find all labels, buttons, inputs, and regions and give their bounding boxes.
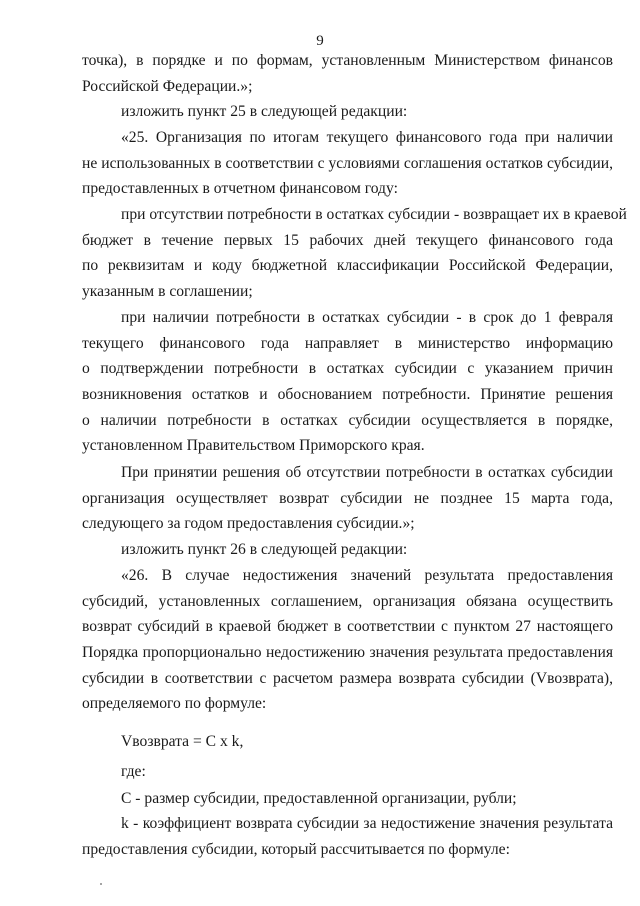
page-number: 9 [316, 33, 324, 49]
text-line: о подтверждении потребности в остатках субсидии с указанием причин [82, 360, 613, 377]
text-line: точка), в порядке и по формам, установленным Министерством финансов [82, 52, 613, 69]
text-line: бюджет в течение первых 15 рабочих дней текущего финансового года [82, 232, 613, 249]
text-line: возврат субсидий в краевой бюджет в соответствии с пунктом 27 настоящего [82, 618, 613, 635]
text-line: указанным в соглашении; [82, 283, 253, 300]
text-line: организация осуществляет возврат субсидии не позднее 15 марта года, [82, 490, 613, 507]
text-line: Порядка пропорционально недостижению значения результата предоставления [82, 644, 613, 661]
text-line: следующего за годом предоставления субсидии.»; [82, 515, 415, 532]
text-line: установленном Правительством Приморского края. [82, 437, 425, 454]
text-line: изложить пункт 26 в следующей редакции: [121, 541, 408, 558]
text-line: субсидий, установленных соглашением, организация обязана осуществить [82, 593, 613, 610]
text-line: где: [121, 763, 146, 780]
text-line: При принятии решения об отсутствии потребности в остатках субсидии [121, 464, 613, 481]
text-line: «25. Организация по итогам текущего финансового года при наличии [121, 129, 613, 146]
text-line: «26. В случае недостижения значений результата предоставления [121, 567, 613, 584]
text-line: субсидии в соответствии с расчетом размера возврата субсидии (Vвозврата), [82, 670, 613, 687]
text-line: при отсутствии потребности в остатках субсидии - возвращает их в краевой [121, 206, 627, 223]
text-line: текущего финансового года направляет в министерство информацию [82, 335, 613, 352]
scan-speck [100, 883, 102, 885]
text-line: Российской Федерации.»; [82, 78, 253, 95]
text-line: не использованных в соответствии с условиями соглашения остатков субсидии, [82, 155, 613, 172]
text-line: по реквизитам и коду бюджетной классификации Российской Федерации, [82, 257, 613, 274]
text-line: предоставления субсидии, который рассчитывается по формуле: [82, 841, 510, 858]
text-line: предоставленных в отчетном финансовом году: [82, 180, 398, 197]
text-line: k - коэффициент возврата субсидии за недостижение значения результата [121, 815, 613, 832]
text-line: изложить пункт 25 в следующей редакции: [121, 103, 408, 120]
formula-line: Vвозврата = C x k, [121, 733, 244, 750]
text-line: C - размер субсидии, предоставленной организации, рубли; [121, 790, 517, 807]
text-line: о наличии потребности в остатках субсидии осуществляется в порядке, [82, 412, 613, 429]
text-line: возникновения остатков и обоснованием потребности. Принятие решения [82, 386, 613, 403]
text-line: при наличии потребности в остатках субсидии - в срок до 1 февраля [121, 309, 613, 326]
text-line: определяемого по формуле: [82, 695, 267, 712]
